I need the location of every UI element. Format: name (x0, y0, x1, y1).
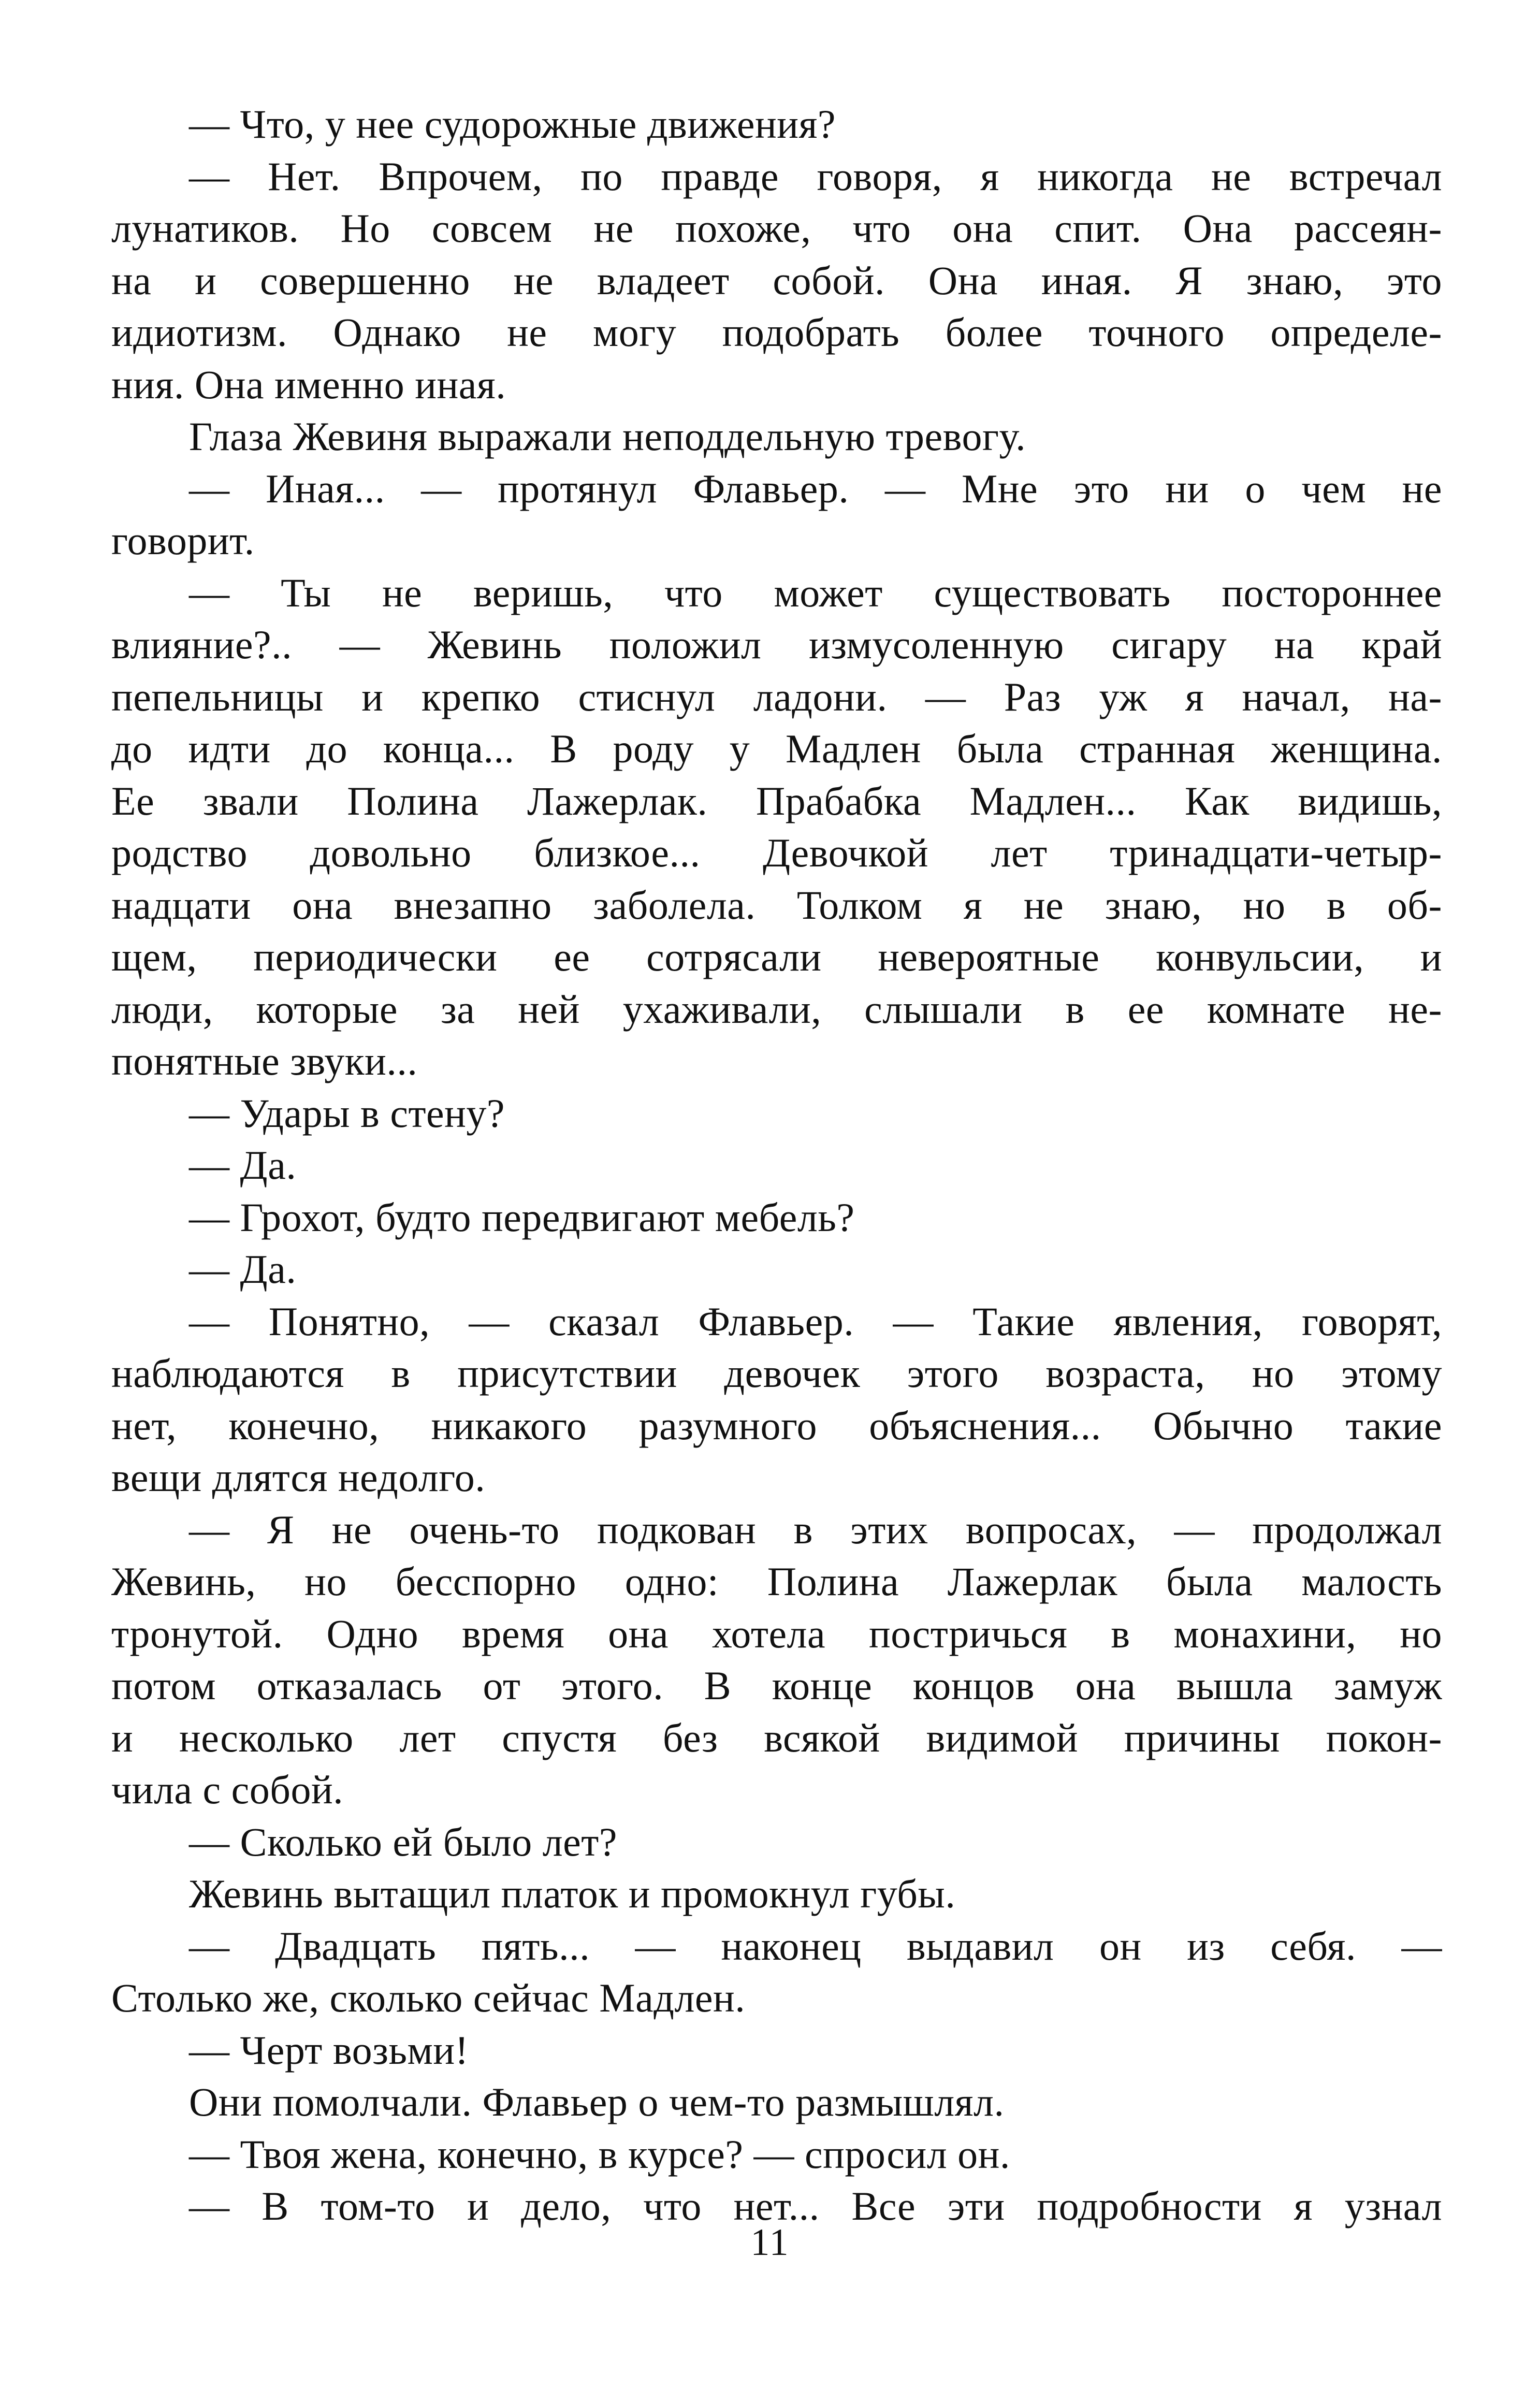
text-line: потом отказалась от этого. В конце концов она вышла замуж (111, 1663, 1442, 1708)
text-line: Они помолчали. Флавьер о чем-то размышлял. (189, 2079, 1005, 2124)
text-line: — Черт возьми! (189, 2027, 469, 2073)
text-line: влияние?.. — Жевинь положил измусоленную сигару на край (111, 622, 1442, 667)
text-line: — Двадцать пять... — наконец выдавил он из себя. — (189, 1923, 1442, 1969)
text-line: нет, конечно, никакого разумного объяснения... Обычно такие (111, 1402, 1442, 1448)
text-line: до идти до конца... В роду у Мадлен была странная женщина. (111, 726, 1442, 771)
text-line: и несколько лет спустя без всякой видимой причины покон- (111, 1715, 1442, 1760)
text-line: — Понятно, — сказал Флавьер. — Такие явления, говорят, (189, 1298, 1442, 1344)
book-page-text (111, 98, 1442, 2233)
text-line: Ее звали Полина Лажерлак. Прабабка Мадлен... Как видишь, (111, 778, 1442, 823)
page-number: 11 (750, 2221, 790, 2264)
text-line: — Ты не веришь, что может существовать постороннее (189, 570, 1442, 615)
text-line: ния. Она именно иная. (111, 361, 506, 407)
text-line: пепельницы и крепко стиснул ладони. — Раз уж я начал, на- (111, 674, 1442, 719)
text-line: на и совершенно не владеет собой. Она иная. Я знаю, это (111, 257, 1442, 303)
text-line: — Я не очень-то подкован в этих вопросах, — продолжал (189, 1507, 1442, 1552)
text-line: щем, периодически ее сотрясали невероятные конвульсии, и (111, 934, 1442, 979)
text-line: Глаза Жевиня выражали неподдельную тревогу. (189, 414, 1026, 459)
text-line: наблюдаются в присутствии девочек этого возраста, но этому (111, 1351, 1442, 1396)
text-line: идиотизм. Однако не могу подобрать более точного определе- (111, 310, 1442, 355)
text-line: надцати она внезапно заболела. Толком я не знаю, но в об- (111, 882, 1442, 928)
text-line: родство довольно близкое... Девочкой лет тринадцати-четыр- (111, 830, 1442, 875)
text-line: — Да. (189, 1142, 297, 1188)
text-line: — Твоя жена, конечно, в курсе? — спросил он. (189, 2131, 1010, 2177)
text-line: — Что, у нее судорожные движения? (189, 102, 836, 147)
text-line: тронутой. Одно время она хотела постричься в монахини, но (111, 1611, 1442, 1656)
text-line: — Иная... — протянул Флавьер. — Мне это ни о чем не (189, 466, 1442, 511)
text-line: люди, которые за ней ухаживали, слышали в ее комнате не- (111, 986, 1442, 1032)
text-line: Жевинь вытащил платок и промокнул губы. (189, 1871, 956, 1916)
text-line: — Удары в стену? (189, 1090, 505, 1136)
text-line: — Грохот, будто передвигают мебель? (189, 1194, 855, 1240)
text-line: лунатиков. Но совсем не похоже, что она спит. Она рассеян- (111, 206, 1442, 251)
text-line: вещи длятся недолго. (111, 1455, 486, 1500)
text-line: понятные звуки... (111, 1038, 418, 1083)
text-line: — Сколько ей было лет? (189, 1819, 617, 1864)
text-line: — Нет. Впрочем, по правде говоря, я никогда не встречал (189, 153, 1442, 199)
text-line: — Да. (189, 1247, 297, 1292)
text-line: Жевинь, но бесспорно одно: Полина Лажерлак была малость (111, 1559, 1442, 1604)
text-line: Столько же, сколько сейчас Мадлен. (111, 1975, 746, 2020)
text-line: говорит. (111, 518, 255, 563)
text-line: — В том-то и дело, что нет... Все эти подробности я узнал (189, 2183, 1442, 2229)
text-line: чила с собой. (111, 1767, 344, 1812)
